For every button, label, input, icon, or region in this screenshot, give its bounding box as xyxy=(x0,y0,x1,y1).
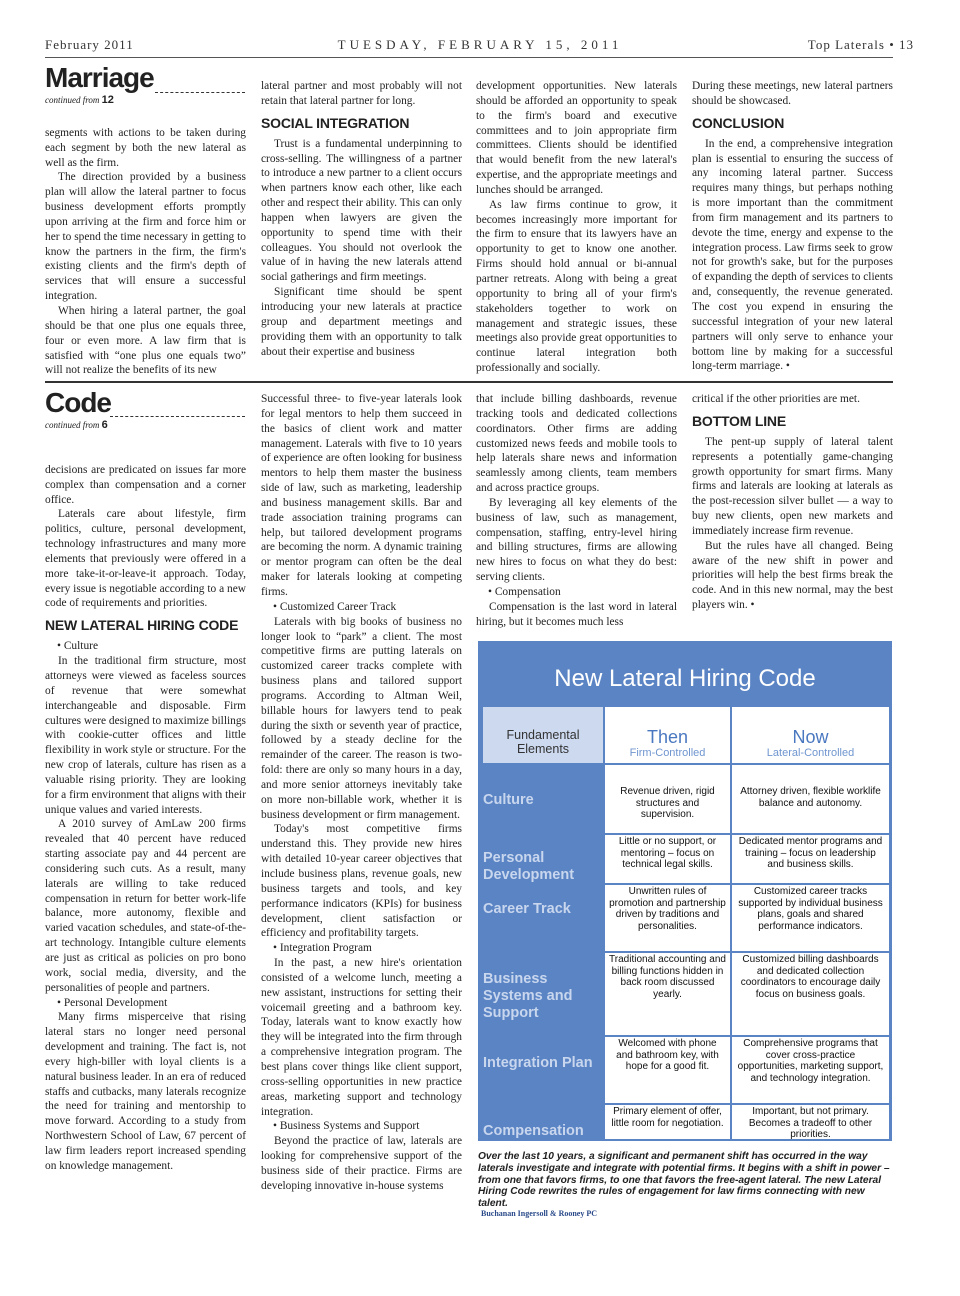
firm-logo: Buchanan Ingersoll & Rooney PC xyxy=(481,1209,598,1218)
integration-plan-now: Comprehensive programs that cover cross-practice opportunities, marketing support, and technology integration. xyxy=(732,1037,889,1103)
code-title: Code xyxy=(45,387,111,418)
header-now xyxy=(732,707,889,763)
marriage-title: Marriage xyxy=(45,62,154,93)
paragraph: By leveraging all key elements of the business of law, such as management, compensation, staffing, entry-level hiring and billing structures, firms are allowing new hires to focus on what they do best: serving clients. xyxy=(476,496,677,584)
paragraph: A 2010 survey of AmLaw 200 firms revealed that 40 percent have reduced starting associate pay and 44 percent are considering such cuts. As a result, many laterals are willing to take reduced compensation in return for better work-life balance, more autonomy, flexible and varied vacation schedules, and state-of-the-art technology. Intangible culture elements are just as critical as policies on pro bono work, social media, diversity, and the personalities of people and partners. xyxy=(45,818,246,994)
paragraph: The direction provided by a business plan will allow the lateral partner to focus business development efforts promptly upon arriving at the firm and force him or her to spend the time necessary in getting to know the partners in the firm, the firm's existing clients and the firm's depth of services that will ensure a successful integration. xyxy=(45,171,246,303)
culture-then: Revenue driven, rigid structures and supervision. xyxy=(605,765,730,833)
paragraph: Significant time should be spent introducing your new laterals at practice group and department meetings and providing them with an opportunity to talk about their expertise and business xyxy=(261,286,462,358)
bullet-heading: • Culture xyxy=(57,640,99,653)
issue-month: February 2011 xyxy=(45,37,134,52)
title-dash-rule xyxy=(155,92,245,93)
integration-plan-then: Welcomed with phone and bathroom key, with hope for a good fit. xyxy=(605,1037,730,1103)
table-title: New Lateral Hiring Code xyxy=(554,665,816,692)
row-label-personal-development: Personal Development xyxy=(483,850,575,883)
continued-page: 6 xyxy=(101,419,108,431)
code-continued-from xyxy=(45,418,246,433)
marriage-column-4 xyxy=(692,79,893,374)
code-column-4 xyxy=(692,392,893,613)
paragraph: In the end, a comprehensive integration plan is essential to ensuring the success of any incoming lateral partner. Success requires many things, but perhaps nothing is more important than the commitment from firm management and its partners to devote the time, energy and expense to the integration process. Law firms seek to grow not for growth's sake, but for the purposes of expanding the depth of services to clients and, consequently, the revenue generated. The cost you expend in ensuring the successful integration of your new lateral partners will only serve to enhance your bottom line by making for a successful long-term marriage. • xyxy=(692,137,893,373)
continued-prefix: continued from xyxy=(45,95,100,105)
personal-development-then: Little or no support, or mentoring – focus on technical legal skills. xyxy=(605,835,730,883)
row-label-business-systems: Business Systems and Support xyxy=(483,971,573,1021)
section-heading-conclusion: CONCLUSION xyxy=(692,114,785,131)
paragraph: Laterals with big books of business no longer look to “park” a client. The most competitive firms are putting laterals on customized career tracks complete with business plans and tailored support programs. According to Altman Weil, billable hours for lawyers tend to peak during the sixth or seventh year of practice, followed by a steady decline for the remainder of the career. The reason is two-fold: there are only so many hours in a day, and more senior attorneys inevitably take on more non-billable work, whether it is business development or firm management. xyxy=(261,615,462,821)
code-column-2 xyxy=(261,392,462,1194)
paragraph: Trust is a fundamental underpinning to cross-selling. The willingness of a partner to introduce a new partner to a client occurs when partners know each other, like each other and respect their ability. This can only happen when lawyers are given the opportunity to spend time with their colleagues. You should not overlook the value of in having the new laterals attend social gatherings and firm meetings. xyxy=(261,137,462,284)
paragraph: development opportunities. New laterals should be afforded an opportunity to speak to the firm's board and executive committees and to join appropriate firm committees. Clients should be identified that would benefit from the new lateral's expertise, and the appropriate meetings and lunches should be arranged. xyxy=(476,80,677,196)
code-column-3 xyxy=(476,392,677,630)
paragraph: But the rules have all changed. Being aware of the new shift in power and priorities will help the best firms break the code. And in this new normal, may the best players win. • xyxy=(692,539,893,612)
header-fundamental-elements: Fundamental Elements xyxy=(483,707,603,763)
paragraph: As law firms continue to grow, it becomes increasingly more important for the firm to ensure that its lawyers have an opportunity to get to know one another. Firms should hold annual or bi-annual partner retreats. Along with being a great opportunity to bring all of your firm's stakeholders together to work on management and strategic issues, these meetings also provide great opportunities to continue lateral integration both professionally and socially. xyxy=(476,198,677,375)
culture-now: Attorney driven, flexible worklife balance and autonomy. xyxy=(732,765,889,833)
continued-prefix: continued from xyxy=(45,420,100,430)
code-column-1 xyxy=(45,389,246,1174)
bullet-heading: • Integration Program xyxy=(273,942,372,955)
paragraph: that include billing dashboards, revenue tracking tools and dedicated collections coordinators. Other firms are adding customized news feeds and mobile tools to help laterals share news and information seamlessly among clients, team members and across practice groups. xyxy=(476,393,677,495)
paragraph: Successful three- to five-year laterals look for legal mentors to help them succeed in the basics of client work and matter management. Laterals with five to 10 years of experience are often looking for business mentors to help them master the business side of law, such as marketing, leadership and business management skills. Bar and trade association training programs can help, but tailored development programs are becoming the norm. A dynamic training or mentor program can often be the deal maker for laterals looking at competing firms. xyxy=(261,393,462,598)
section-heading-bottom-line: BOTTOM LINE xyxy=(692,412,786,429)
section-heading-social-integration: SOCIAL INTEGRATION xyxy=(261,114,410,131)
paragraph: Laterals care about lifestyle, firm politics, culture, personal development, technology infrastructures and many more elements that previously were offered in a more take-it-or-leave-it approach. Today, every issue is negotiable according to a new code of requirements and priorities. xyxy=(45,508,246,610)
paragraph: When hiring a lateral partner, the goal should be that one plus one equals three, four or even more. A law firm that is satisfied with “one plus one equals two” will not realize the benefits of its new xyxy=(45,304,246,377)
then-title: Then xyxy=(646,727,689,747)
paragraph: lateral partner and most probably will not retain that lateral partner for long. xyxy=(261,80,462,107)
row-label-culture: Culture xyxy=(483,792,534,808)
hiring-code-table xyxy=(478,641,892,1141)
header-rule xyxy=(45,57,893,58)
paragraph: Today's most competitive firms understand this. They provide new hires with detailed 10-year career objectives that include business plans, revenue goals, new business targets and tools, and key performance indicators (KPIs) for business development, client satisfaction or efficiency and profitability targets. xyxy=(261,823,462,940)
paragraph: In the past, a new hire's orientation consisted of a welcome lunch, meeting a new assistant, instructions for setting their voicemail greeting and a bathroom key. Today, laterals want to know exactly how they will be integrated into the firm through a comprehensive integration program. The best plans cover things like client support, cross-selling opportunities in new practice areas, marketing support and technology integration. xyxy=(261,957,462,1118)
bullet-heading: • Business Systems and Support xyxy=(273,1120,420,1133)
paragraph: segments with actions to be taken during each segment by both the new lateral as well as the firm. xyxy=(45,126,246,169)
now-subtitle: Lateral-Controlled xyxy=(766,747,855,759)
paragraph: The pent-up supply of lateral talent represents a potentially game-changing growth opportunity for smart firms. Many firms and laterals are looking at laterals as the post-recession silver bullet — a way to buy new clients, open new markets and immediately increase firm revenue. xyxy=(692,435,893,537)
paragraph: Compensation is the last word in lateral hiring, but it becomes much less xyxy=(476,600,677,628)
paragraph: Many firms misperceive that rising lateral stars no longer need personal development and training. The fact is, not every high-biller with loyal clients is a natural business leader. In an era of reduced staffs and cutbacks, many laterals recognize the need for training and mentorship to move forward. According to a study from Northwestern School of Law, 67 percent of law firm leaders report increased spending on knowledge management. xyxy=(45,1011,246,1172)
header-then xyxy=(605,707,730,763)
bullet-heading: • Customized Career Track xyxy=(273,600,397,613)
paragraph: During these meetings, new lateral partners should be showcased. xyxy=(692,80,893,107)
marriage-continued-from xyxy=(45,93,246,108)
paragraph: decisions are predicated on issues far more complex than compensation and a corner office. xyxy=(45,463,246,506)
table-caption: Over the last 10 years, a significant and permanent shift has occurred in the way laterals investigate and integrate with potential firms. It begins with a shift in power – from one that favors firms, to one that favors the free-agent lateral. The new Lateral Hiring Code rewrites the rules of engagement for law firms connecting with new talent. xyxy=(478,1151,890,1210)
story-divider xyxy=(45,381,893,383)
marriage-column-2 xyxy=(261,79,462,359)
now-title: Now xyxy=(792,727,829,747)
career-track-now: Customized career tracks supported by individual business plans, goals and shared performance indicators. xyxy=(732,885,889,951)
paragraph: Beyond the practice of law, laterals are looking for comprehensive support of the business side of their practice. Firms are developing innovative in-house systems xyxy=(261,1135,462,1192)
then-subtitle: Firm-Controlled xyxy=(629,747,706,759)
compensation-now: Important, but not primary. Becomes a tradeoff to other priorities. xyxy=(732,1105,889,1139)
title-dash-rule xyxy=(110,416,245,417)
personal-development-now: Dedicated mentor programs and training – focus on leadership and business skills. xyxy=(732,835,889,883)
section-heading-new-lateral-hiring-code: NEW LATERAL HIRING CODE xyxy=(45,617,239,634)
row-label-career-track: Career Track xyxy=(483,901,571,917)
page-date-header: TUESDAY, FEBRUARY 15, 2011 xyxy=(337,37,623,52)
marriage-column-3 xyxy=(476,79,677,376)
paragraph: critical if the other priorities are met. xyxy=(692,393,860,405)
row-label-integration-plan: Integration Plan xyxy=(483,1055,593,1071)
continued-page: 12 xyxy=(101,94,114,106)
compensation-then: Primary element of offer, little room for negotiation. xyxy=(605,1105,730,1139)
business-systems-now: Customized billing dashboards and dedicated collection coordinators to encourage daily focus on business goals. xyxy=(732,953,889,1035)
bullet-heading: • Personal Development xyxy=(57,996,168,1009)
paragraph: In the traditional firm structure, most attorneys were viewed as faceless sources of revenue that were somewhat interchangeable and disposable. Firm cultures were designed to maximize billings with cookie-cutter offices and little flexibility in work style or structure. For the new crop of laterals, culture has risen as a valuable rising priority. They are looking for a firm environment that aligns with their unique values and varied interests. xyxy=(45,655,246,816)
career-track-then: Unwritten rules of promotion and partnership driven by traditions and personalities. xyxy=(605,885,730,951)
publication-page-number: Top Laterals • 13 xyxy=(807,37,914,52)
row-label-compensation: Compensation xyxy=(483,1123,584,1139)
bullet-heading: • Compensation xyxy=(488,585,561,598)
marriage-column-1 xyxy=(45,64,246,378)
business-systems-then: Traditional accounting and billing functions hidden in back room discussed yearly. xyxy=(605,953,730,1035)
